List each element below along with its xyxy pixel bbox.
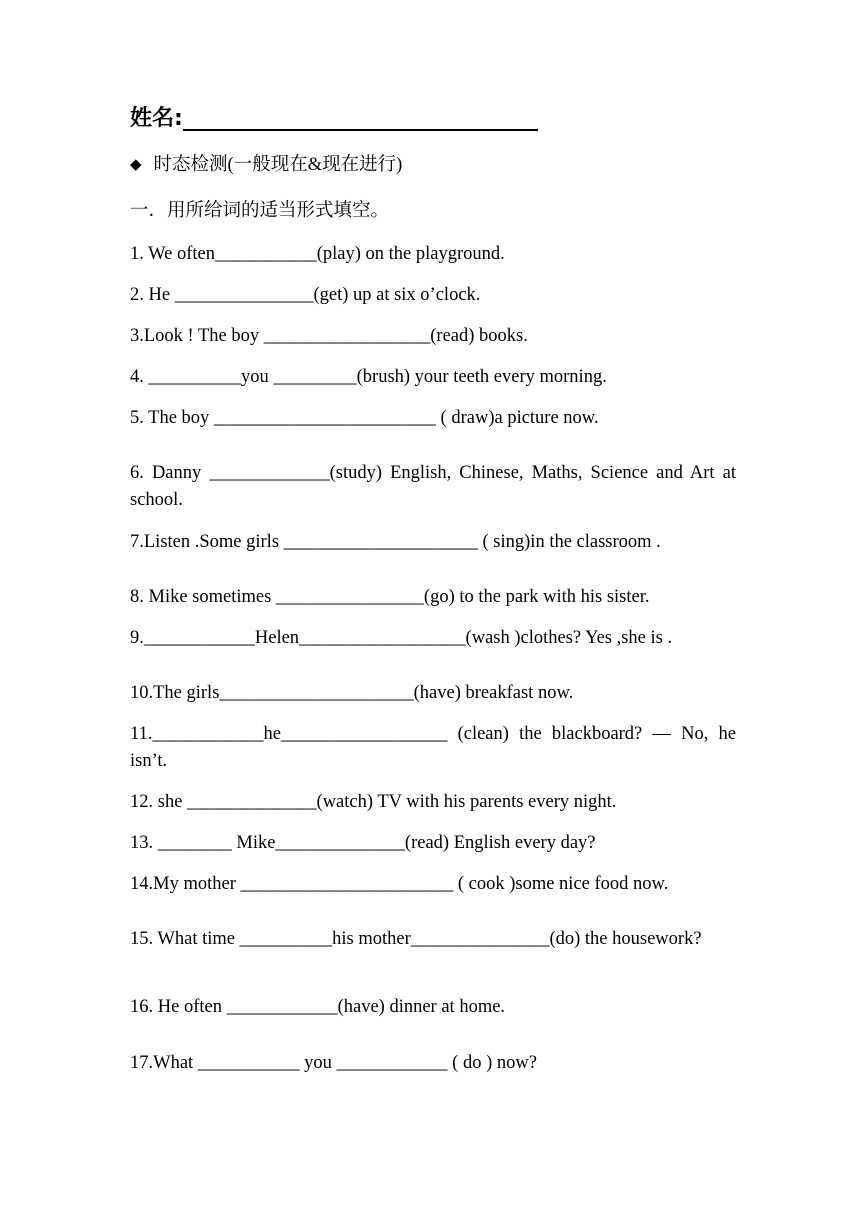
question-12: 12. she ______________(watch) TV with his parents every night. bbox=[130, 792, 617, 812]
question-9: 9.____________Helen__________________(wash )clothes? Yes ,she is . bbox=[130, 628, 673, 648]
question-15: 15. What time __________his mother_______________(do) the housework? bbox=[130, 929, 702, 949]
instruction-text: 一．用所给词的适当形式填空。 bbox=[130, 201, 390, 221]
question-5: 5. The boy ________________________ ( draw)a picture now. bbox=[130, 408, 599, 428]
diamond-icon: ◆ bbox=[130, 157, 142, 173]
question-13: 13. ________ Mike______________(read) English every day? bbox=[130, 833, 596, 853]
question-14: 14.My mother _______________________ ( cook )some nice food now. bbox=[130, 874, 669, 894]
question-10: 10.The girls_____________________(have) breakfast now. bbox=[130, 683, 574, 703]
question-6: 6. Danny _____________(study) English, Chinese, Maths, Science and Art at school. bbox=[130, 463, 736, 510]
question-17: 17.What ___________ you ____________ ( do ) now? bbox=[130, 1053, 537, 1073]
question-3: 3.Look ! The boy __________________(read) books. bbox=[130, 326, 528, 346]
question-7: 7.Listen .Some girls _____________________ ( sing)in the classroom . bbox=[130, 532, 661, 552]
name-blank-line bbox=[183, 103, 538, 131]
question-4: 4. __________you _________(brush) your teeth every morning. bbox=[130, 367, 607, 387]
question-2: 2. He _______________(get) up at six o’clock. bbox=[130, 285, 481, 305]
question-16: 16. He often ____________(have) dinner at home. bbox=[130, 997, 506, 1017]
name-field bbox=[130, 102, 538, 136]
question-11: 11.____________he__________________ (clean) the blackboard? — No, he isn’t. bbox=[130, 724, 736, 771]
name-label: 姓名: bbox=[130, 106, 183, 131]
section-title: 时态检测(一般现在&现在进行) bbox=[153, 155, 403, 175]
question-1: 1. We often___________(play) on the playground. bbox=[130, 244, 505, 264]
section-heading bbox=[130, 152, 736, 179]
question-8: 8. Mike sometimes ________________(go) to the park with his sister. bbox=[130, 587, 650, 607]
